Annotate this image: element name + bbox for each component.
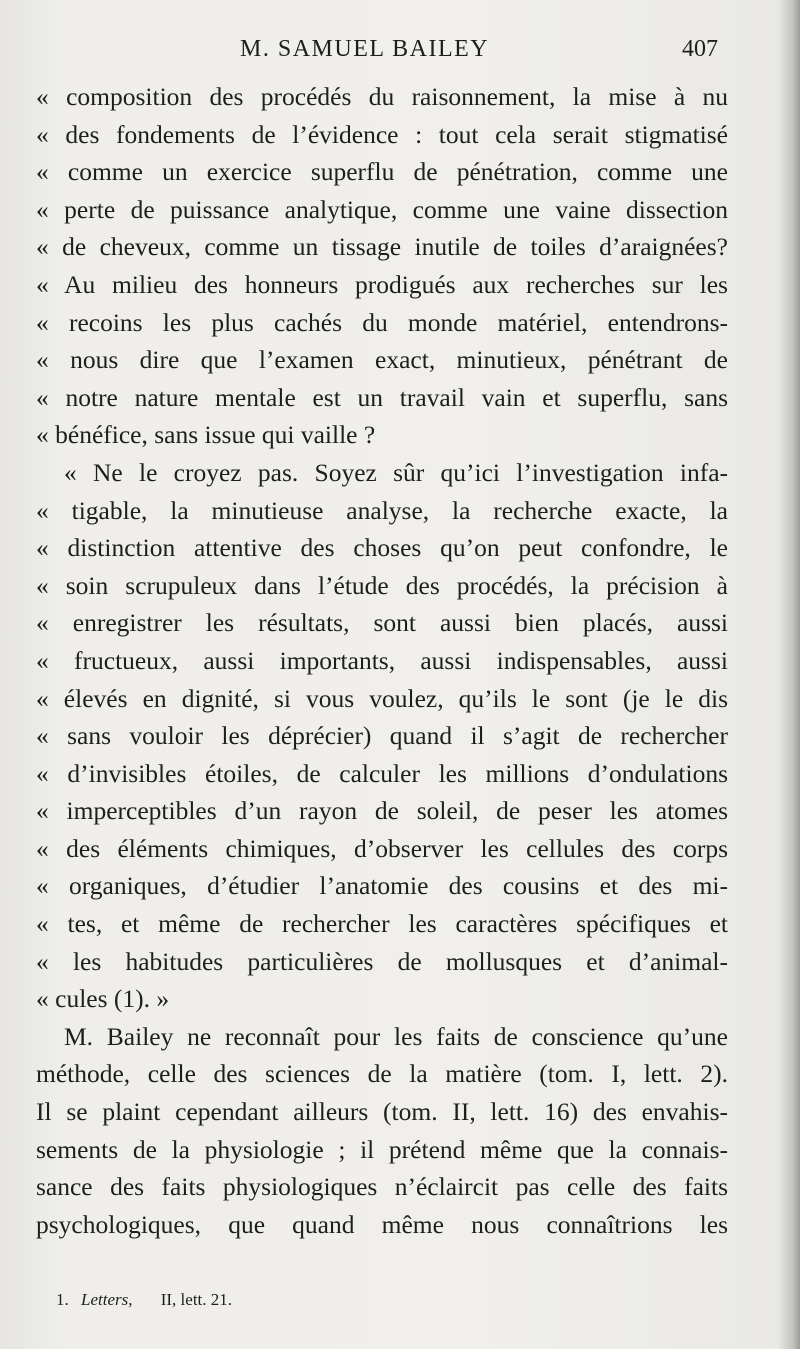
text-line: « bénéfice, sans issue qui vaille ? [36,420,376,450]
footnote [56,1290,232,1310]
text-line: « des fondements de l’évidence : tout cela serait stigmatisé [36,119,728,149]
text-line: « soin scrupuleux dans l’étude des procédés, la précision à [36,570,728,600]
text-line: « des éléments chimiques, d’observer les cellules des corps [36,833,728,863]
text-line: « tigable, la minutieuse analyse, la recherche exacte, la [36,495,728,525]
text-line: « recoins les plus cachés du monde matériel, entendrons- [36,307,728,337]
text-line: sements de la physiologie ; il prétend même que la connais- [36,1134,728,1164]
footnote-mark: 1. [56,1290,69,1309]
text-line: « notre nature mentale est un travail vain et superflu, sans [36,382,728,412]
text-line: « élevés en dignité, si vous voulez, qu’ils le sont (je le dis [36,683,728,713]
text-line: « perte de puissance analytique, comme une vaine dissection [36,194,728,224]
text-line: « sans vouloir les déprécier) quand il s’agit de rechercher [36,721,728,751]
text-line: « organiques, d’étudier l’anatomie des cousins et des mi- [36,871,728,901]
text-line: « d’invisibles étoiles, de calculer les millions d’ondulations [36,758,728,788]
running-head: M. SAMUEL BAILEY [240,36,490,62]
text-line: « les habitudes particulières de mollusques et d’animal- [36,946,728,976]
text-line: M. Bailey ne reconnaît pour les faits de conscience qu’une [64,1021,728,1051]
text-line: « enregistrer les résultats, sont aussi bien placés, aussi [36,608,728,638]
text-line: « cules (1). » [36,984,170,1014]
text-line: méthode, celle des sciences de la matière (tom. I, lett. 2). [36,1059,728,1089]
page-edge-shadow [778,0,800,1349]
text-line: « nous dire que l’examen exact, minutieux, pénétrant de [36,345,728,375]
footnote-reference: II, lett. 21. [160,1290,233,1309]
text-line: « Ne le croyez pas. Soyez sûr qu’ici l’investigation infa- [64,457,728,487]
text-line: « distinction attentive des choses qu’on peut confondre, le [36,533,728,563]
text-line: « comme un exercice superflu de pénétration, comme une [36,157,728,187]
text-line: sance des faits physiologiques n’éclaircit pas celle des faits [36,1172,728,1202]
text-line: « imperceptibles d’un rayon de soleil, de peser les atomes [36,796,728,826]
text-line: « fructueux, aussi importants, aussi indispensables, aussi [36,645,728,675]
text-line: « Au milieu des honneurs prodigués aux recherches sur les [36,269,728,299]
text-line: psychologiques, que quand même nous connaîtrions les [36,1209,728,1239]
text-line: « composition des procédés du raisonnement, la mise à nu [36,82,728,111]
footnote-title: Letters, [81,1290,133,1309]
text-line: Il se plaint cependant ailleurs (tom. II, lett. 16) des envahis- [36,1097,728,1127]
text-line: « de cheveux, comme un tissage inutile de toiles d’araignées? [36,232,728,262]
text-line: « tes, et même de rechercher les caractères spécifiques et [36,909,728,939]
page-header [0,36,800,72]
body-text [36,78,728,1243]
page-number: 407 [682,36,718,62]
